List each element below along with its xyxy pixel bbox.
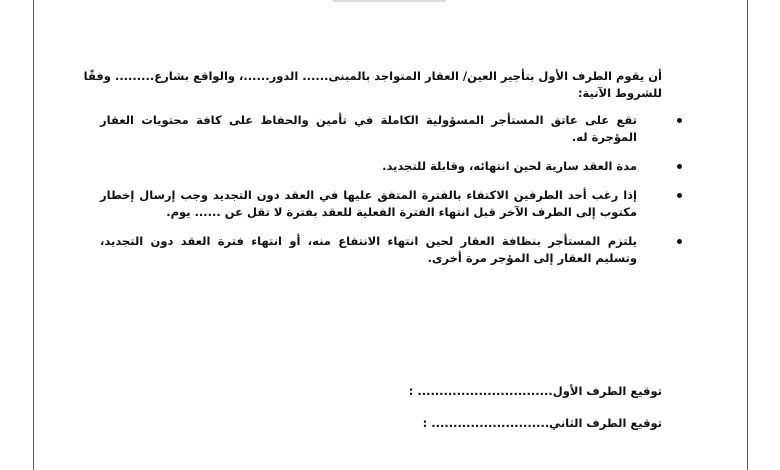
term-text: مدة العقد سارية لحين انتهائه، وقابلة للتجديد. — [382, 159, 637, 173]
terms-list — [80, 112, 662, 267]
second-party-signature: توقيع الطرف الثاني........................... : — [422, 416, 662, 430]
term-text: تقع على عاتق المستأجر المسؤولية الكاملة في تأمين والحفاظ على كافة محتويات العقار المؤجرة له. — [100, 113, 637, 144]
contract-body — [80, 68, 662, 279]
top-rule — [333, 0, 446, 2]
bullet-icon — [677, 193, 682, 198]
signature-block — [408, 383, 662, 431]
list-item — [80, 187, 662, 221]
list-item — [80, 112, 662, 146]
list-item — [80, 233, 662, 267]
term-text: إذا رغب أحد الطرفين الاكتفاء بالفترة المتفق عليها في العقد دون التجديد وجب إرسال إخطار مكتوب إلى الطرف الآخر قبل انتهاء الفترة الفعلية للعقد بفترة لا تقل عن ...... يوم. — [100, 188, 637, 219]
page-border-left — [33, 0, 34, 470]
intro-paragraph: أن يقوم الطرف الأول بتأجير العين/ العقار المتواجد بالمبنى...... الدور......، والواقع بشارع......... وفقًا للشروط الآتية: — [83, 69, 662, 100]
term-text: يلتزم المستأجر بنظافة العقار لحين انتهاء الانتفاع منه، أو انتهاء فترة العقد دون التجديد، وتسليم العقار إلى المؤجر مرة أخرى. — [100, 234, 637, 265]
list-item — [80, 158, 662, 175]
first-party-signature: توقيع الطرف الأول............................... : — [408, 384, 662, 398]
bullet-icon — [677, 118, 682, 123]
bullet-icon — [677, 164, 682, 169]
bullet-icon — [677, 239, 682, 244]
page-border-right — [747, 0, 748, 470]
